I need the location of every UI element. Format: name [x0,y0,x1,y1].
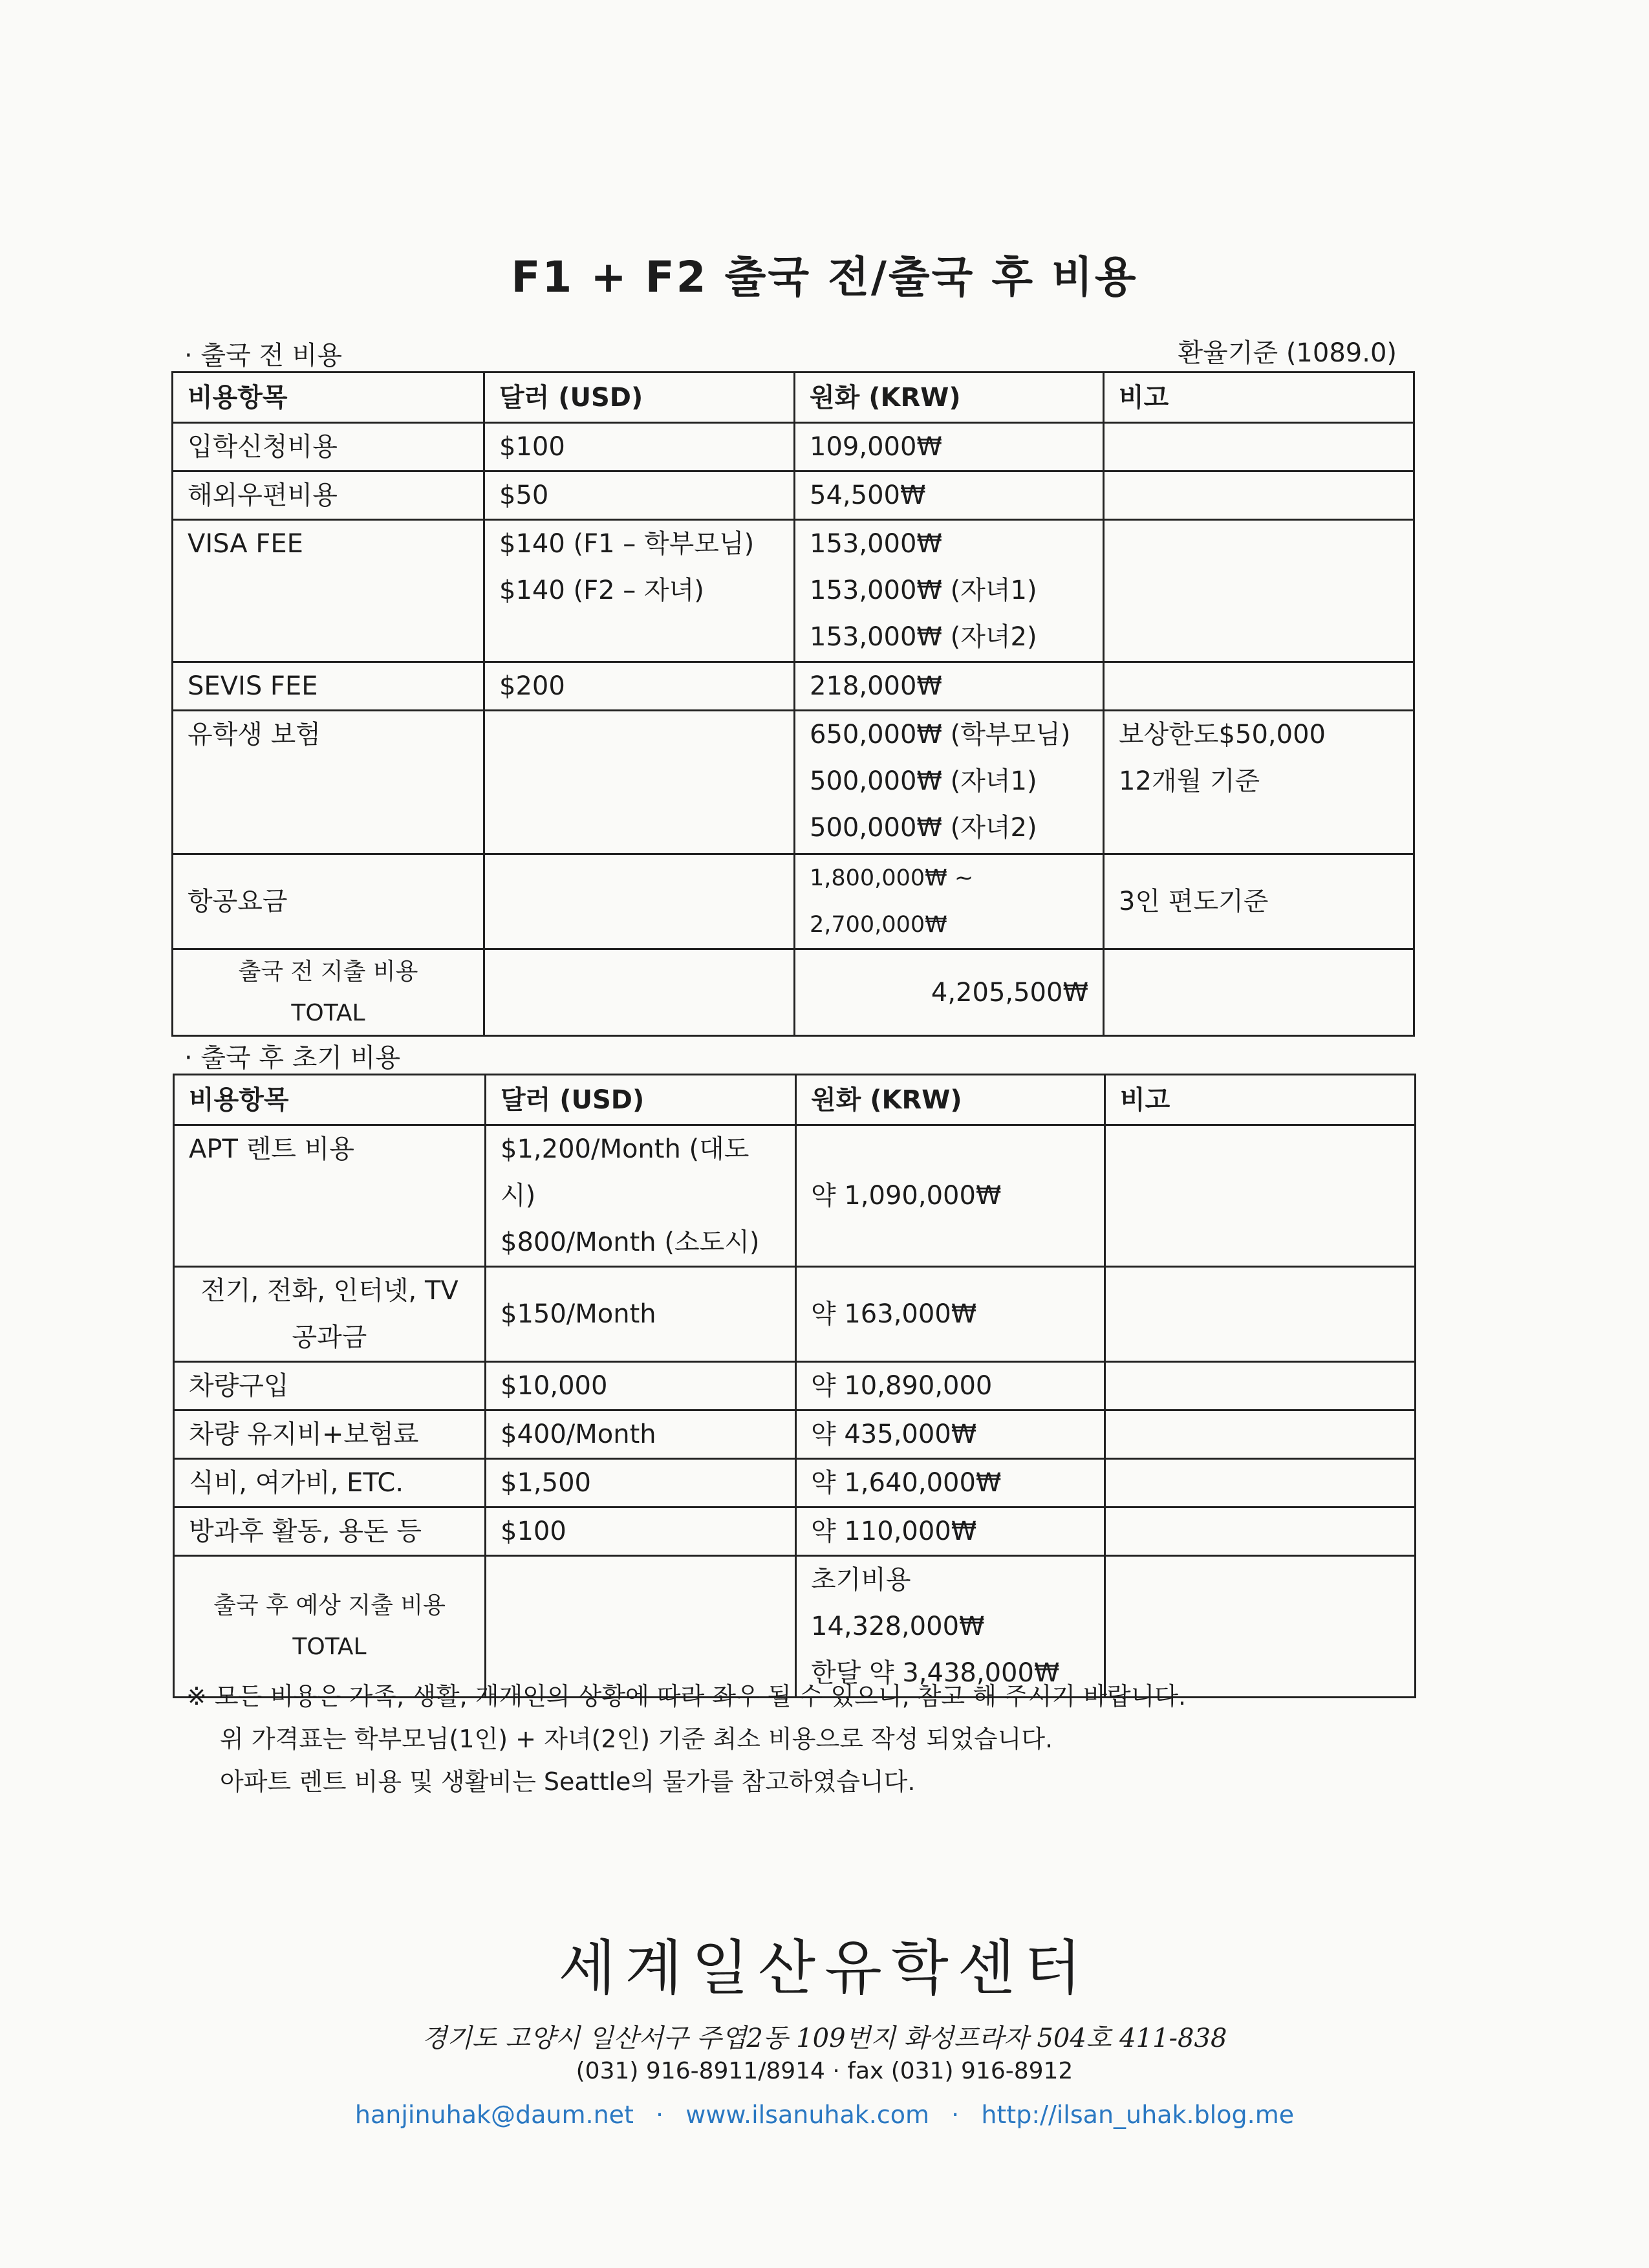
table-row [174,1507,1416,1556]
after-departure-table [173,1074,1416,1698]
header-item: 비용항목 [173,373,484,423]
item-text: 전기, 전화, 인터넷, TV [200,1276,458,1306]
total-krw-text: 4,205,500₩ [931,977,1088,1008]
item-text: 입학신청비용 [188,432,338,462]
total-krw-text: 한달 약 3,438,000₩ [811,1658,1060,1688]
krw-cell [795,711,1104,854]
item-cell [173,520,484,662]
note-cell [1105,1267,1416,1362]
item-text: SEVIS FEE [188,671,318,701]
table-row [173,854,1414,949]
krw-cell [796,1125,1105,1267]
website-link[interactable]: www.ilsanuhak.com [685,2101,930,2129]
krw-cell [796,1362,1105,1410]
usd-cell [486,1362,796,1410]
krw-cell [795,854,1104,949]
usd-text: $10,000 [501,1371,608,1401]
item-cell [174,1410,486,1459]
krw-text: 약 163,000₩ [811,1299,977,1329]
table-row [174,1267,1416,1362]
krw-text: 153,000₩ (자녀1) [810,576,1037,605]
note-cell [1104,854,1414,949]
note-line: ※ 모든 비용은 가족, 생활, 개개인의 상황에 따라 좌우 될 수 있으니, 참고 해 주시기 바랍니다. [186,1682,1187,1711]
krw-text: 650,000₩ (학부모님) [810,720,1071,750]
krw-text: 109,000₩ [810,432,942,462]
blog-link[interactable]: http://ilsan_uhak.blog.me [981,2101,1295,2129]
item-cell [174,1267,486,1362]
item-cell [173,662,484,711]
note-cell [1105,1362,1416,1410]
krw-text: 약 1,090,000₩ [811,1181,1002,1211]
table-row [174,1459,1416,1507]
before-departure-heading: · 출국 전 비용 [184,341,343,371]
item-text: VISA FEE [188,529,303,559]
table-row [173,471,1414,520]
usd-text: $100 [501,1517,566,1546]
note-cell [1104,423,1414,471]
total-label-cell [173,949,484,1036]
note-cell [1104,471,1414,520]
item-cell [173,854,484,949]
usd-text: $150/Month [501,1299,656,1329]
krw-text: 약 1,640,000₩ [811,1468,1002,1498]
usd-text: $400/Month [501,1420,656,1449]
total-label-text: TOTAL [291,999,365,1026]
note-line: 위 가격표는 학부모님(1인) + 자녀(2인) 기준 최소 비용으로 작성 되었습니다. [220,1725,1053,1753]
item-text: 차량구입 [189,1371,289,1401]
krw-text: 약 10,890,000 [811,1371,993,1401]
usd-text: $1,200/Month (대도시) [501,1134,749,1211]
usd-text: $100 [499,432,565,462]
total-krw-text: 초기비용 14,328,000₩ [811,1565,985,1641]
usd-cell [486,1459,796,1507]
note-line: 아파트 렌트 비용 및 생활비는 Seattle의 물가를 참고하였습니다. [220,1767,916,1796]
usd-text: $1,500 [501,1468,591,1498]
item-text: 해외우편비용 [188,481,338,510]
usd-cell [484,854,795,949]
krw-cell [796,1507,1105,1556]
note-cell [1104,662,1414,711]
item-cell [174,1125,486,1267]
header-krw: 원화 (KRW) [795,373,1104,423]
total-row [173,949,1414,1036]
usd-cell [486,1267,796,1362]
usd-cell [484,662,795,711]
total-krw-cell [795,949,1104,1036]
krw-text: 500,000₩ (자녀1) [810,766,1037,796]
krw-text: 153,000₩ [810,529,942,559]
note-cell [1104,520,1414,662]
krw-text: 1,800,000₩ ~ 2,700,000₩ [810,865,974,938]
item-text: 항공요금 [188,887,288,916]
krw-cell [796,1267,1105,1362]
item-cell [174,1507,486,1556]
item-cell [174,1459,486,1507]
before-departure-table [171,371,1415,1037]
usd-text: $140 (F1 – 학부모님) [499,529,755,559]
exchange-rate: 환율기준 (1089.0) [1178,338,1397,368]
item-text: 방과후 활동, 용돈 등 [189,1517,422,1546]
header-usd: 달러 (USD) [484,373,795,423]
krw-text: 153,000₩ (자녀2) [810,622,1037,652]
header-note: 비고 [1104,373,1414,423]
krw-text: 218,000₩ [810,671,942,701]
total-label-text: TOTAL [292,1634,367,1660]
note-text: 3인 편도기준 [1119,887,1269,916]
item-text: 유학생 보험 [188,720,321,750]
organization-name: 세계일산유학센터 [558,1934,1091,2003]
krw-text: 약 435,000₩ [811,1420,977,1449]
usd-cell [486,1410,796,1459]
header-usd: 달러 (USD) [486,1075,796,1125]
note-cell [1105,1507,1416,1556]
note-text: 12개월 기준 [1119,766,1260,796]
note-cell [1104,949,1414,1036]
document-title: F1 + F2 출국 전/출국 후 비용 [511,252,1138,302]
total-label-text: 출국 전 지출 비용 [238,958,418,985]
note-cell [1105,1459,1416,1507]
item-cell [173,423,484,471]
table-header-row [173,373,1414,423]
item-text: 차량 유지비+보험료 [189,1420,419,1449]
separator: · [951,2101,960,2129]
table-row [173,662,1414,711]
item-cell [173,471,484,520]
email-link[interactable]: hanjinuhak@daum.net [354,2101,634,2129]
usd-cell [486,1507,796,1556]
krw-text: 500,000₩ (자녀2) [810,813,1037,843]
notes [186,1675,1186,1803]
note-cell [1105,1410,1416,1459]
address: 경기도 고양시 일산서구 주엽2동 109번지 화성프라자 504호 411-838 [422,2024,1227,2053]
table-row [174,1125,1416,1267]
table-row [173,520,1414,662]
usd-cell [484,520,795,662]
separator: · [656,2101,664,2129]
krw-text: 약 110,000₩ [811,1517,977,1546]
usd-text: $140 (F2 – 자녀) [499,576,704,605]
total-label-text: 출국 후 예상 지출 비용 [213,1592,446,1619]
krw-cell [795,520,1104,662]
item-text: APT 렌트 비용 [189,1134,354,1164]
usd-text: $200 [499,671,565,701]
header-note: 비고 [1105,1075,1416,1125]
usd-cell [484,423,795,471]
usd-cell [484,471,795,520]
header-item: 비용항목 [174,1075,486,1125]
contact-links [0,2101,1649,2129]
table-row [173,711,1414,854]
note-cell [1105,1125,1416,1267]
note-cell [1104,711,1414,854]
table-row [173,423,1414,471]
krw-cell [795,471,1104,520]
phone-fax: (031) 916-8911/8914 · fax (031) 916-8912 [576,2058,1073,2084]
item-cell [174,1362,486,1410]
table-row [174,1362,1416,1410]
table-row [174,1410,1416,1459]
usd-text: $800/Month (소도시) [501,1227,760,1257]
krw-text: 54,500₩ [810,481,926,510]
note-text: 보상한도$50,000 [1119,720,1326,750]
usd-cell [486,1125,796,1267]
usd-text: $50 [499,481,549,510]
krw-cell [796,1410,1105,1459]
item-text: 식비, 여가비, ETC. [189,1468,404,1498]
header-krw: 원화 (KRW) [796,1075,1105,1125]
krw-cell [795,423,1104,471]
item-cell [173,711,484,854]
usd-cell [484,711,795,854]
table-header-row [174,1075,1416,1125]
krw-cell [795,662,1104,711]
item-text: 공과금 [292,1323,367,1352]
krw-cell [796,1459,1105,1507]
after-departure-heading: · 출국 후 초기 비용 [184,1043,401,1073]
usd-cell [484,949,795,1036]
